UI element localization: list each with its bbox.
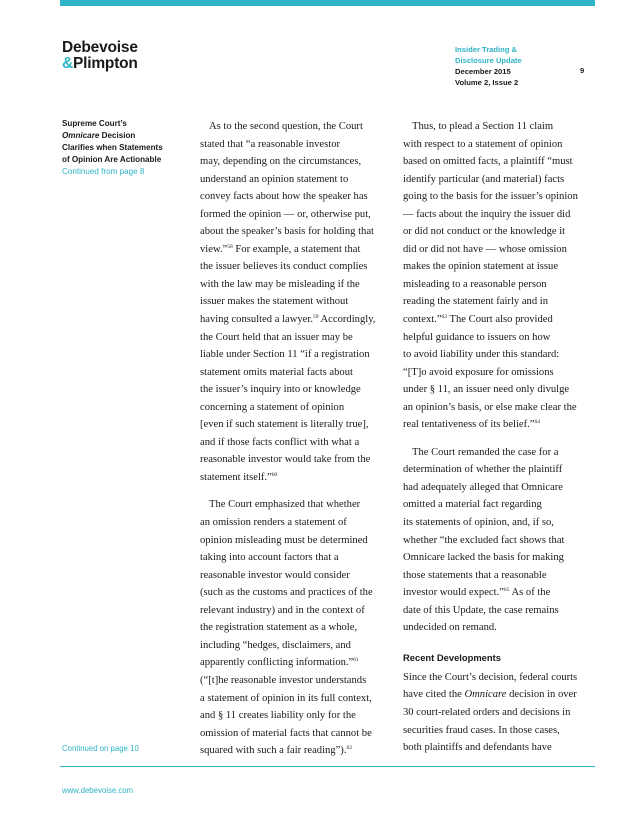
body-column-left	[200, 118, 396, 760]
paragraph	[403, 444, 599, 637]
footnote-ref[interactable]: 63	[441, 314, 448, 321]
text: The Court also provided helpful guidance to issuers on how to avoid liability under this standard: “[T]o avoid exposure for omissions under § 11, an issuer need only divulge an opinion’s basis, or else make clear the real tentativeness of its belief.”	[403, 314, 577, 431]
page-number: 9	[580, 66, 585, 75]
article-title-italic: Omnicare	[62, 131, 100, 140]
paragraph	[200, 496, 396, 759]
body-column-right	[403, 118, 599, 757]
footnote-ref[interactable]: 64	[534, 419, 540, 426]
article-sidebar	[62, 118, 182, 178]
footnote-ref[interactable]: 59	[312, 314, 319, 321]
publication-info	[455, 44, 522, 88]
continued-on-link[interactable]: Continued on page 10	[62, 744, 139, 753]
footer-divider	[60, 766, 595, 767]
logo-line2: Plimpton	[73, 55, 138, 72]
firm-logo	[62, 40, 138, 72]
text: Accordingly, the Court held that an issuer may be liable under Section 11 “if a registration statement omits material facts about the issuer’s inquiry into or knowledge concerning a statement of opinion [even if such statement is literally true], and if those facts conflict with what a reasonable investor would take from the statement itself.”	[200, 314, 376, 483]
paragraph	[403, 669, 599, 757]
text: The Court remanded the case for a determination of whether the plaintiff had adequately alleged that Omnicare omitted a material fact regarding its statements of opinion, and, if so, whether “the excluded fact shows that Omnicare lacked the basis for making those statements that a reasonable investor would expect.”	[403, 446, 565, 599]
publication-volume: Volume 2, Issue 2	[455, 78, 519, 87]
paragraph	[200, 118, 396, 486]
logo-line1: Debevoise	[62, 39, 138, 56]
continued-from-link[interactable]: Continued from page 8	[62, 167, 145, 176]
text: decision in over 30 court-related orders and decisions in securities fraud cases. In those cases, both plaintiffs and defendants have	[403, 689, 577, 754]
text: Since the Court’s decision, federal courts have cited the	[403, 671, 578, 701]
footnote-ref[interactable]: 61	[353, 657, 359, 664]
publication-date: December 2015	[455, 67, 511, 76]
publication-title-line1: Insider Trading &	[455, 45, 518, 54]
section-heading: Recent Developments	[403, 651, 501, 663]
article-title-part1: Supreme Court’s	[62, 119, 127, 128]
text: As of the date of this Update, the case remains undecided on remand.	[403, 587, 559, 634]
italic-case-name: Omnicare	[464, 689, 507, 701]
text: Thus, to plead a Section 11 claim with respect to a statement of opinion based on omitted facts, a plaintiff “must identify particular (and material) facts going to the basis for the issuer’s opinion — facts about the inquiry the issuer did or did not conduct or the knowledge it did or did not have — whose omission makes the opinion statement at issue misleading to a reasonable person reading the statement fairly and in context.”	[403, 121, 578, 326]
paragraph	[403, 118, 599, 434]
publication-title-line2: Disclosure Update	[455, 56, 522, 65]
logo-ampersand: &	[62, 55, 73, 72]
footnote-ref[interactable]: 60	[271, 471, 278, 478]
top-accent-bar	[60, 0, 595, 6]
text: For example, a statement that the issuer believes its conduct complies with the law may be misleading if the issuer makes the statement without having consulted a lawyer.	[200, 243, 368, 326]
footnote-ref[interactable]: 65	[503, 587, 510, 594]
text: The Court emphasized that whether an omission renders a statement of opinion misleading must be determined taking into account factors that a reasonable investor would consider (such as the customs and practices of the relevant industry) and in the context of the registration statement as a whole, including “hedges, disclaimers, and apparently conflicting information.”	[200, 499, 373, 669]
article-title-part2: Decision Clarifies when Statements of Opinion Are Actionable	[62, 131, 163, 164]
website-link[interactable]: www.debevoise.com	[62, 786, 134, 795]
footnote-ref[interactable]: 58	[227, 243, 233, 250]
footnote-ref[interactable]: 62	[346, 745, 352, 752]
article-title	[62, 118, 182, 166]
text: (“[t]he reasonable investor understands a statement of opinion in its full context, and § 11 creates liability only for the omission of material facts that cannot be squared with such a fair reading”).	[200, 674, 372, 757]
text: As to the second question, the Court stated that “a reasonable investor may, depending on the circumstances, understand an opinion statement to convey facts about how the speaker has formed the opinion — or, otherwise put, about the speaker’s basis for holding that view.”	[200, 121, 374, 255]
